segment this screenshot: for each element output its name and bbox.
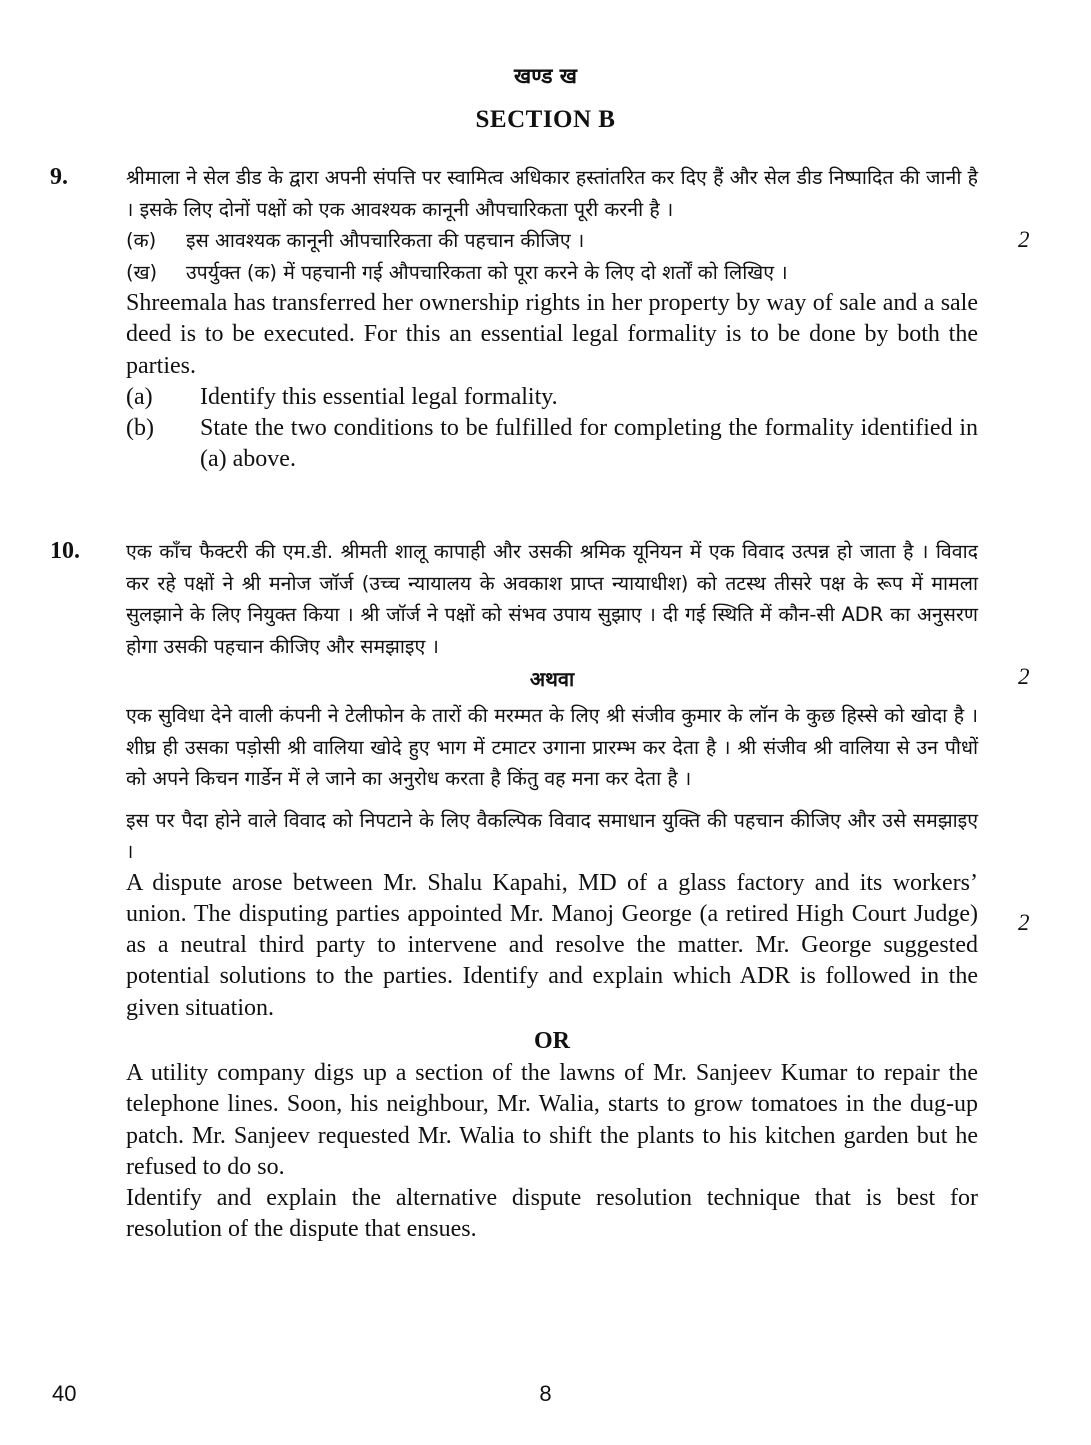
question-9-marks: 2	[1018, 227, 1030, 252]
question-10-hindi-text: एक काँच फैक्टरी की एम.डी. श्रीमती शालू कापाही और उसकी श्रमिक यूनियन में एक विवाद उत्पन्न हो जाता है । विवाद कर रहे पक्षों ने श्री मनोज जॉर्ज (उच्च न्यायालय के अवकाश प्राप्त न्यायाधीश) को तटस्थ तीसरे पक्ष के रूप में मामला सुलझाने के लिए नियुक्त किया । श्री जॉर्ज ने पक्षों को संभव उपाय सुझाए । दी गई स्थिति में कौन-सी ADR का अनुसरण होगा उसकी पहचान कीजिए और समझाइए ।	[126, 540, 978, 658]
question-10-alt-hindi-text: एक सुविधा देने वाली कंपनी ने टेलीफोन के तारों की मरम्मत के लिए श्री संजीव कुमार के लॉन के कुछ हिस्से को खोदा है । शीघ्र ही उसका पड़ोसी श्री वालिया खोदे हुए भाग में टमाटर उगाना प्रारम्भ कर देता है । श्री संजीव श्री वालिया से उन पौधों को अपने किचन गार्डेन में ले जाने का अनुरोध करता है किंतु वह मना कर देता है ।	[126, 704, 978, 790]
or-separator-hindi: अथवा	[529, 667, 575, 691]
question-9-hindi-part-b	[126, 257, 978, 289]
question-9-hindi-part-a	[126, 225, 978, 257]
paper-code: 40	[52, 1381, 77, 1406]
question-10-alt-english-text: A utility company digs up a section of the lawns of Mr. Sanjeev Kumar to repair the telephone lines. Soon, his neighbour, Mr. Walia, starts to grow tomatoes in the dug-up patch. Mr. Sanjeev requested Mr. Walia to shift the plants to his kitchen garden but he refused to do so.	[126, 1059, 978, 1180]
question-10-number: 10.	[50, 538, 80, 564]
section-heading-hindi: खण्ड ख	[514, 64, 577, 88]
part-label: (a)	[126, 383, 153, 410]
question-10-body	[126, 536, 978, 1246]
question-9-hindi-text: श्रीमाला ने सेल डीड के द्वारा अपनी संपत्ति पर स्वामित्व अधिकार हस्तांतरित कर दिए हैं और सेल डीड निष्पादित की जानी है । इसके लिए दोनों पक्षों को एक आवश्यक कानूनी औपचारिकता पूरी करनी है ।	[126, 166, 978, 221]
part-text: उपर्युक्त (क) में पहचानी गई औपचारिकता को पूरा करने के लिए दो शर्तों को लिखिए ।	[186, 260, 788, 284]
part-text: इस आवश्यक कानूनी औपचारिकता की पहचान कीजिए ।	[186, 229, 585, 252]
page-number: 8	[539, 1381, 552, 1406]
question-9-number: 9.	[50, 164, 68, 190]
part-label: (ख)	[126, 260, 158, 284]
question-10-or-marks: 2	[1018, 910, 1030, 935]
question-9-english-text: Shreemala has transferred her ownership rights in her property by way of sale and a sale deed is to be executed. For this an essential legal formality is to be done by both the parties.	[126, 290, 978, 379]
part-label: (b)	[126, 415, 154, 442]
question-10-alt-hindi-question: इस पर पैदा होने वाले विवाद को निपटाने के लिए वैकल्पिक विवाद समाधान युक्ति की पहचान कीजिए और उसे समझाइए ।	[126, 808, 978, 863]
question-10-alt-english-question: Identify and explain the alternative dispute resolution technique that is best for resolution of the dispute that ensues.	[126, 1185, 978, 1243]
part-label: (क)	[126, 229, 157, 252]
part-text: State the two conditions to be fulfilled for completing the formality identified in (a) above.	[200, 415, 978, 473]
question-10-english-text: A dispute arose between Mr. Shalu Kapahi, MD of a glass factory and its workers’ union. The disputing parties appointed Mr. Manoj George (a retired High Court Judge) as a neutral third party to intervene and resolve the matter. Mr. George suggested potential solutions to the parties. Identify and explain which ADR is followed in the given situation.	[126, 869, 978, 1021]
question-10-marks: 2	[1018, 664, 1030, 689]
question-9-body	[126, 162, 978, 476]
part-text: Identify this essential legal formality.	[200, 383, 558, 410]
section-heading-english: SECTION B	[475, 106, 616, 133]
question-9-english-part-a	[126, 382, 978, 413]
question-9-english-part-b	[126, 413, 978, 476]
or-separator-english: OR	[534, 1027, 570, 1054]
